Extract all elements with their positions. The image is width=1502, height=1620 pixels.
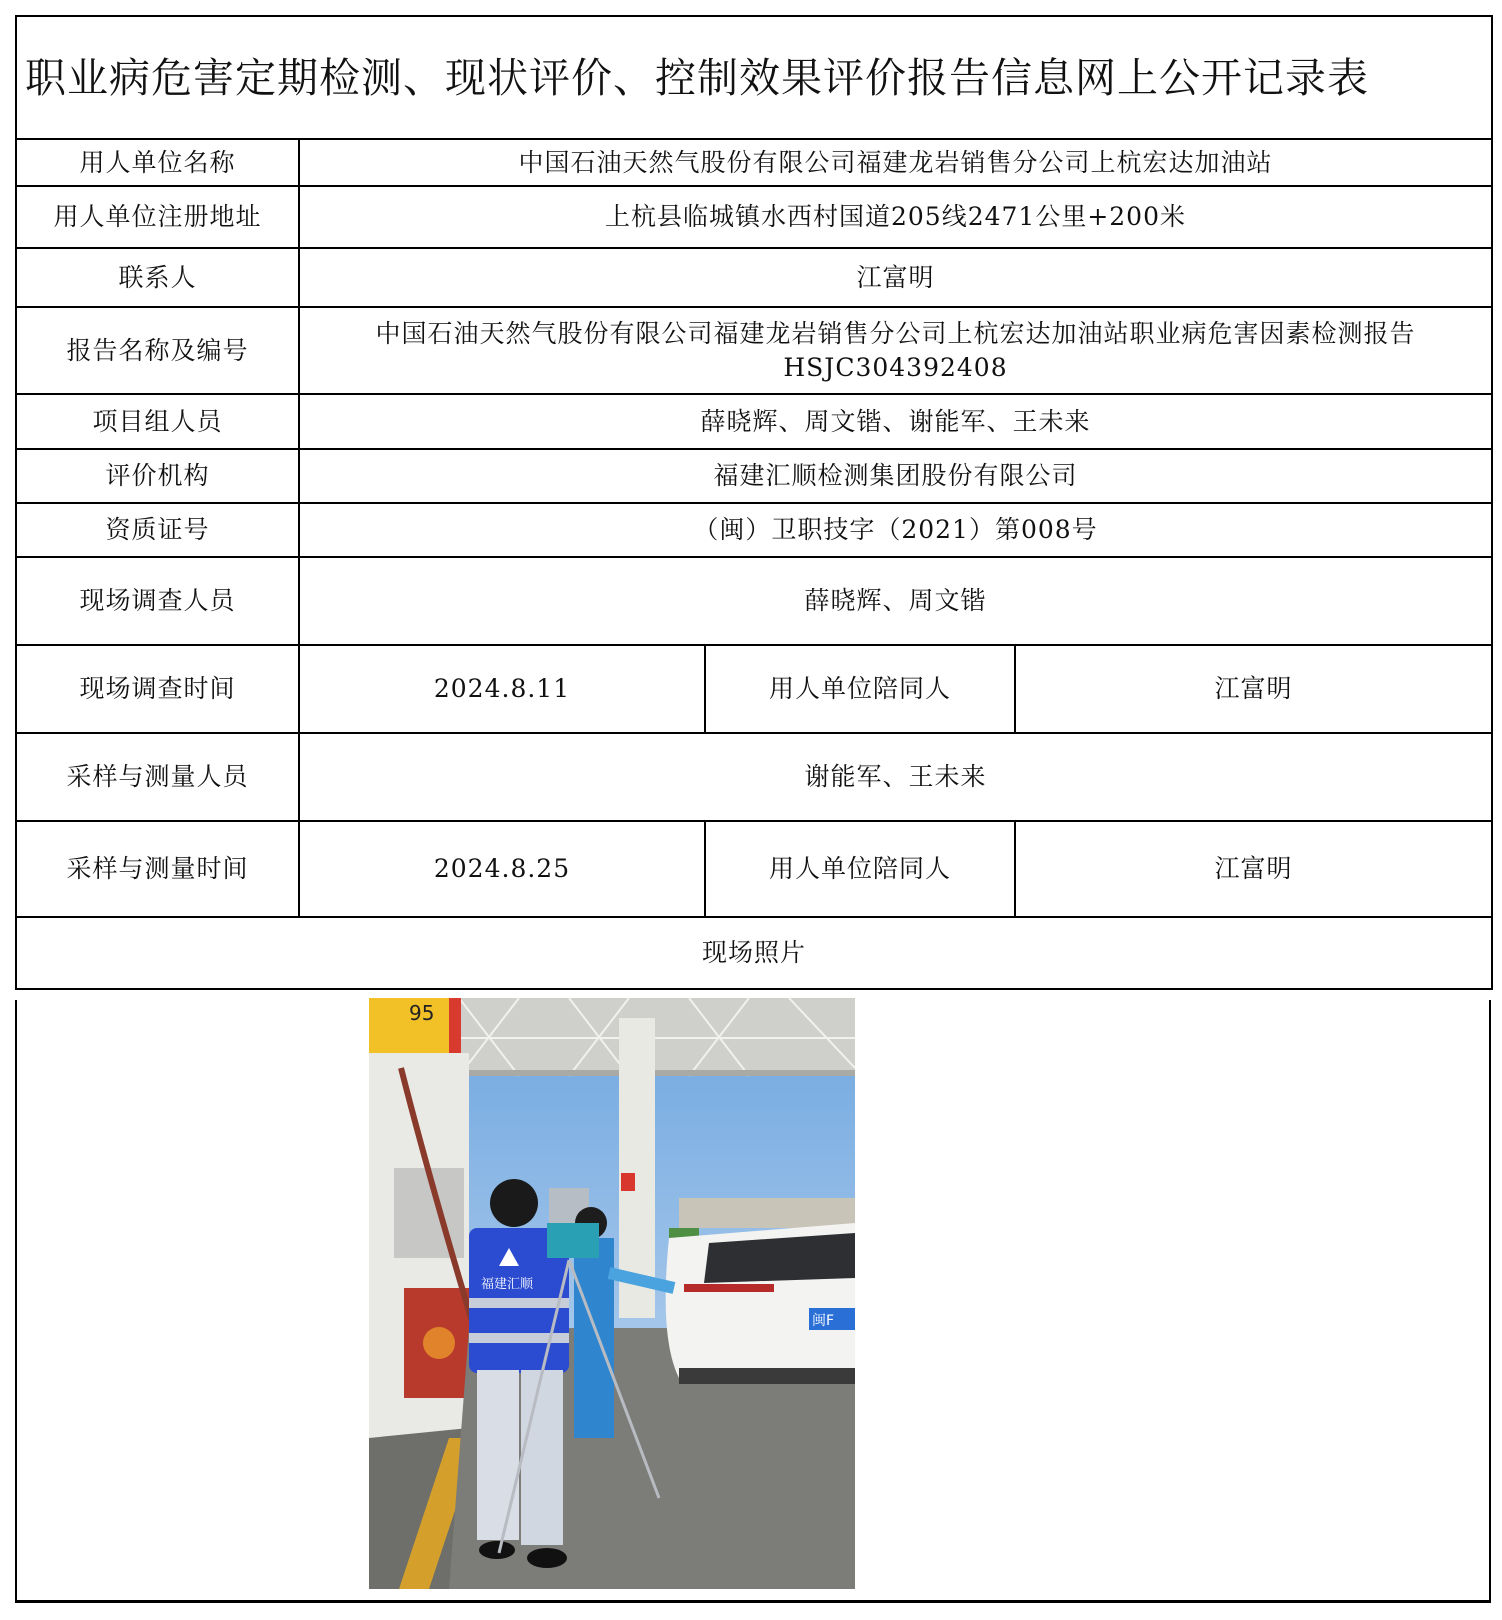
project-team-value: 薛晓辉、周文锴、谢能军、王未来 <box>299 394 1492 449</box>
contact-value: 江富明 <box>299 248 1492 307</box>
report-value <box>299 307 1492 394</box>
site-photo <box>369 998 855 1589</box>
row-survey-time <box>16 645 1492 733</box>
survey-staff-value: 薛晓辉、周文锴 <box>299 557 1492 645</box>
qualification-value: （闽）卫职技字（2021）第008号 <box>299 503 1492 557</box>
project-team-label: 项目组人员 <box>16 394 299 449</box>
employer-address-label: 用人单位注册地址 <box>16 186 299 248</box>
sampling-time-label: 采样与测量时间 <box>16 821 299 917</box>
contact-label: 联系人 <box>16 248 299 307</box>
employer-name-value: 中国石油天然气股份有限公司福建龙岩销售分公司上杭宏达加油站 <box>299 139 1492 186</box>
employer-name-label: 用人单位名称 <box>16 139 299 186</box>
pump-sign-text: 95 <box>409 1001 435 1025</box>
evaluation-org-value: 福建汇顺检测集团股份有限公司 <box>299 449 1492 503</box>
page-title: 职业病危害定期检测、现状评价、控制效果评价报告信息网上公开记录表 <box>16 16 1492 139</box>
report-number: HSJC304392408 <box>783 352 1008 382</box>
survey-companion-value: 江富明 <box>1015 645 1492 733</box>
row-sampling-staff <box>16 733 1492 821</box>
sampling-staff-value: 谢能军、王未来 <box>299 733 1492 821</box>
row-sampling-time <box>16 821 1492 917</box>
row-employer-name <box>16 139 1492 186</box>
employer-address-value: 上杭县临城镇水西村国道205线2471公里+200米 <box>299 186 1492 248</box>
row-photos-header <box>16 917 1492 989</box>
row-employer-address <box>16 186 1492 248</box>
vest-text: 福建汇顺 <box>481 1277 534 1292</box>
photo-area <box>15 1000 1491 1603</box>
row-evaluation-org <box>16 449 1492 503</box>
photos-label: 现场照片 <box>16 917 1492 989</box>
qualification-label: 资质证号 <box>16 503 299 557</box>
sampling-companion-value: 江富明 <box>1015 821 1492 917</box>
report-name: 中国石油天然气股份有限公司福建龙岩销售分公司上杭宏达加油站职业病危害因素检测报告 <box>375 318 1416 348</box>
sampling-companion-label: 用人单位陪同人 <box>705 821 1015 917</box>
sampling-time-value: 2024.8.25 <box>299 821 705 917</box>
survey-companion-label: 用人单位陪同人 <box>705 645 1015 733</box>
row-report <box>16 307 1492 394</box>
row-project-team <box>16 394 1492 449</box>
report-label: 报告名称及编号 <box>16 307 299 394</box>
survey-staff-label: 现场调查人员 <box>16 557 299 645</box>
sampling-staff-label: 采样与测量人员 <box>16 733 299 821</box>
title-row <box>16 16 1492 139</box>
plate-text: 闽F <box>812 1313 835 1329</box>
record-table <box>15 15 1493 990</box>
row-survey-staff <box>16 557 1492 645</box>
survey-time-value: 2024.8.11 <box>299 645 705 733</box>
row-qualification <box>16 503 1492 557</box>
survey-time-label: 现场调查时间 <box>16 645 299 733</box>
evaluation-org-label: 评价机构 <box>16 449 299 503</box>
row-contact <box>16 248 1492 307</box>
